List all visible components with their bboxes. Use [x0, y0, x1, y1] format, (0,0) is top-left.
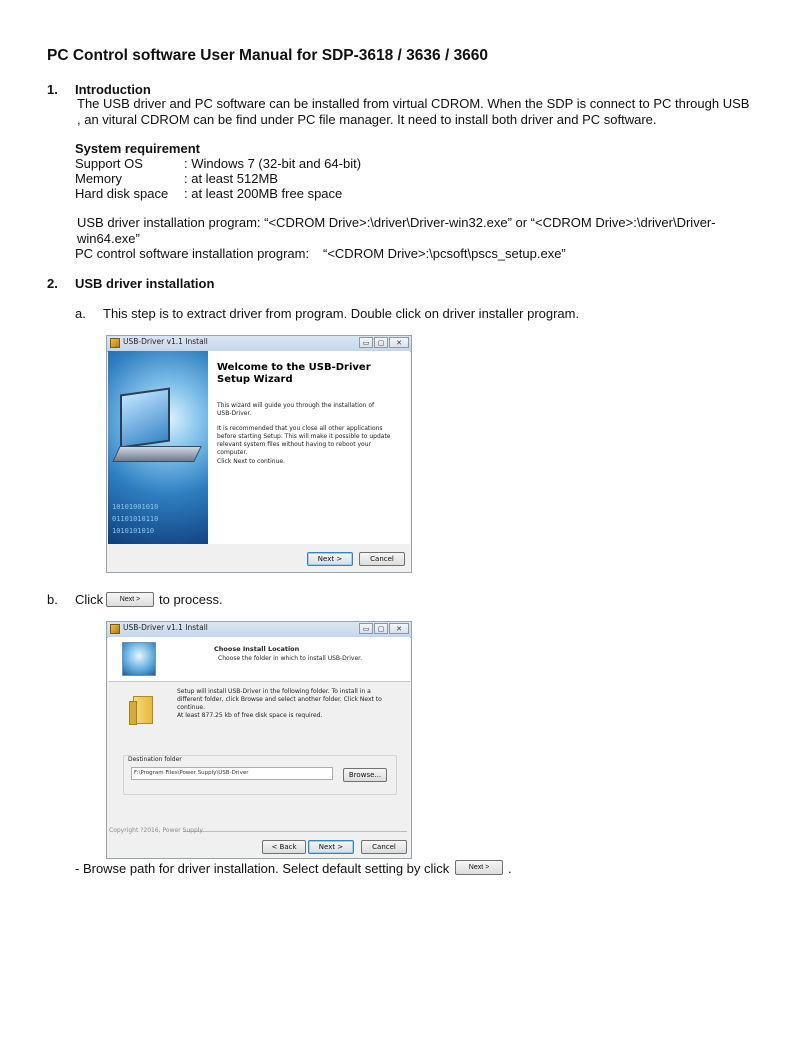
wizard-header — [108, 637, 410, 682]
installer-icon — [110, 338, 120, 348]
sysreq-value: : at least 200MB free space — [184, 186, 343, 201]
usb-program-line-2: win64.exe” — [77, 231, 140, 246]
setup-wizard-welcome-window — [106, 335, 412, 573]
header-title: Choose Install Location — [214, 645, 300, 653]
section-2-heading: USB driver installation — [75, 276, 215, 291]
minimize-button[interactable]: ▭ — [359, 623, 373, 634]
wizard-heading: Welcome to the USB-Driver Setup Wizard — [217, 362, 371, 385]
wizard-paragraph: This wizard will guide you through the installation of USB-Driver. — [217, 402, 375, 417]
next-button[interactable]: Next > — [308, 840, 354, 854]
usb-program-line-1: USB driver installation program: “<CDROM Drive>:\driver\Driver-win32.exe” or “<CDROM Drive>:\driver\Driver- — [77, 215, 716, 230]
pc-program-path: “<CDROM Drive>:\pcsoft\pscs_setup.exe” — [323, 246, 566, 261]
sysreq-row — [75, 156, 143, 171]
window-title: USB-Driver v1.1 Install — [123, 623, 208, 632]
step-b-text: Click — [75, 592, 104, 607]
pc-program-label: PC control software installation program: — [75, 246, 310, 261]
copyright-text: Copyright ?2016, Power Supply — [109, 827, 203, 834]
sysreq-value: : Windows 7 (32-bit and 64-bit) — [184, 156, 362, 171]
wizard-banner-image — [108, 351, 208, 544]
browse-button[interactable]: Browse... — [343, 768, 387, 782]
wizard-paragraph: At least 877.25 kb of free disk space is required. — [177, 712, 323, 719]
sysreq-label: Hard disk space — [75, 186, 169, 201]
sysreq-heading: System requirement — [75, 141, 200, 156]
minimize-button[interactable]: ▭ — [359, 337, 373, 348]
binary-text: 10101001010 — [112, 503, 159, 511]
wizard-paragraph: Click Next to continue. — [217, 458, 286, 465]
sysreq-label: Support OS — [75, 156, 143, 171]
inline-next-button: Next > — [106, 592, 154, 607]
sysreq-value: : at least 512MB — [184, 171, 278, 186]
step-b-marker: b. — [47, 592, 58, 607]
installer-icon — [110, 624, 120, 634]
step-a-text: This step is to extract driver from program. Double click on driver installer program. — [103, 306, 580, 321]
close-button[interactable]: ✕ — [389, 623, 409, 634]
header-image — [122, 642, 156, 676]
binary-text: 01101010110 — [112, 515, 159, 523]
section-1-heading: Introduction — [75, 82, 151, 97]
step-a-marker: a. — [75, 306, 86, 321]
title-bar[interactable] — [107, 336, 411, 352]
back-button[interactable]: < Back — [262, 840, 306, 854]
destination-folder-label: Destination folder — [128, 756, 182, 763]
browse-path-note: - Browse path for driver installation. Select default setting by click — [75, 861, 450, 876]
document-title: PC Control software User Manual for SDP-3618 / 3636 / 3660 — [47, 47, 489, 64]
step-b-text: to process. — [159, 592, 223, 607]
maximize-button[interactable]: ▢ — [374, 623, 388, 634]
sysreq-label: Memory — [75, 171, 122, 186]
next-button[interactable]: Next > — [307, 552, 353, 566]
binary-text: 1010101010 — [112, 527, 155, 535]
install-path-input[interactable]: F:\Program Files\Power Supply\USB-Driver — [131, 767, 333, 780]
folder-icon — [133, 696, 153, 724]
maximize-button[interactable]: ▢ — [374, 337, 388, 348]
cancel-button[interactable]: Cancel — [361, 840, 407, 854]
close-button[interactable]: ✕ — [389, 337, 409, 348]
window-title: USB-Driver v1.1 Install — [123, 337, 208, 346]
section-2-number: 2. — [47, 276, 58, 291]
footer-divider — [183, 831, 407, 832]
wizard-paragraph: It is recommended that you close all other applications before starting Setup. This will make it possible to update relevant system files without having to reboot your computer. — [217, 425, 391, 456]
title-bar[interactable] — [107, 622, 411, 638]
inline-next-button: Next > — [455, 860, 503, 875]
wizard-paragraph: Setup will install USB-Driver in the following folder. To install in a different folder, click Browse and select another folder. Click Next to continue. — [177, 688, 382, 711]
cancel-button[interactable]: Cancel — [359, 552, 405, 566]
setup-wizard-location-window — [106, 621, 412, 859]
laptop-image — [120, 387, 170, 448]
intro-line-1: The USB driver and PC software can be installed from virtual CDROM. When the SDP is connect to PC through USB — [77, 96, 750, 111]
header-subtitle: Choose the folder in which to install USB-Driver. — [218, 655, 362, 662]
laptop-base-image — [112, 446, 201, 462]
intro-line-2: , an vitural CDROM can be find under PC file manager. It need to install both driver and PC software. — [77, 112, 657, 127]
section-1-number: 1. — [47, 82, 58, 97]
note-period: . — [508, 861, 512, 876]
